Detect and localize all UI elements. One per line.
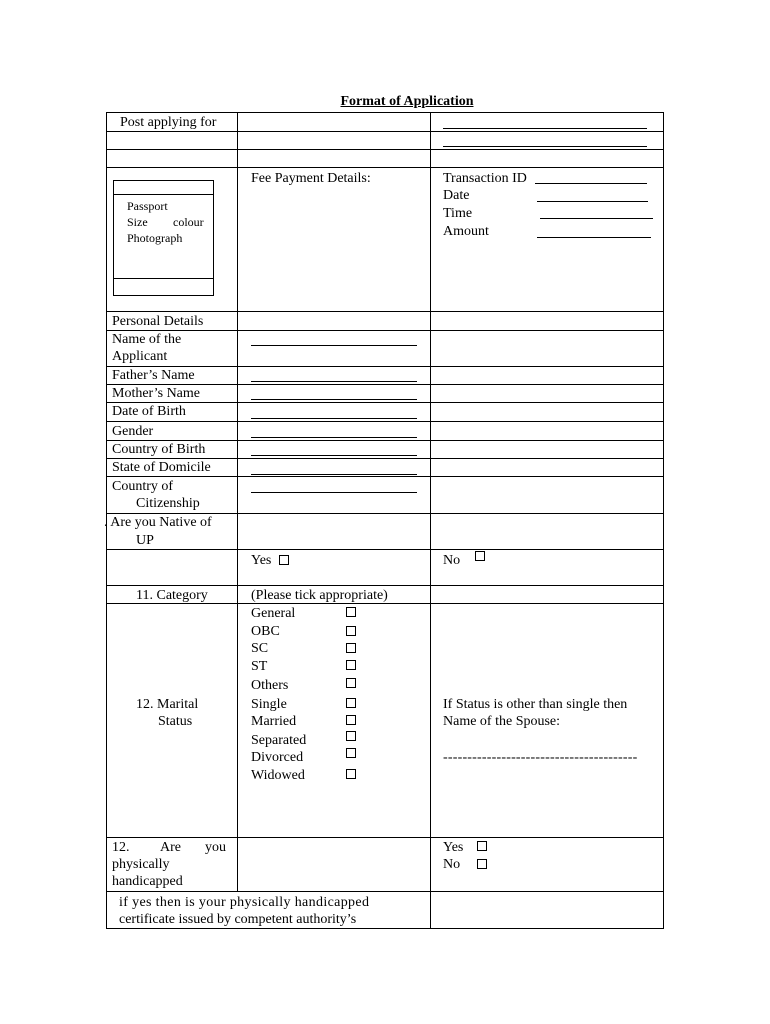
category-option-general: General — [251, 606, 296, 621]
certificate-question: if yes then is your physically handicapped — [119, 895, 370, 910]
category-st-checkbox[interactable] — [346, 660, 356, 670]
father-name-label: Father’s Name — [112, 368, 195, 383]
category-label: 11. Category — [136, 588, 208, 603]
spouse-name-label: Name of the Spouse: — [443, 714, 561, 729]
mother-name-label: Mother’s Name — [112, 386, 200, 401]
time-label: Time — [443, 206, 473, 221]
native-up-label: . Are you Native of — [104, 515, 212, 530]
category-others-checkbox[interactable] — [346, 678, 356, 688]
post-line-2[interactable] — [443, 146, 647, 147]
amount-label: Amount — [443, 224, 489, 239]
marital-divorced-checkbox[interactable] — [346, 748, 356, 758]
transaction-id-line[interactable] — [535, 183, 647, 184]
marital-status-label: 12. Marital — [136, 697, 199, 712]
fee-payment-label: Fee Payment Details: — [251, 171, 371, 186]
category-general-checkbox[interactable] — [346, 607, 356, 617]
citizenship-label: Country of — [112, 479, 174, 494]
dob-label: Date of Birth — [112, 404, 186, 419]
state-domicile-line[interactable] — [251, 474, 417, 475]
personal-details-heading: Personal Details — [112, 314, 204, 329]
photo-label-passport: Passport — [127, 199, 168, 213]
category-option-sc: SC — [251, 641, 269, 656]
state-domicile-label: State of Domicile — [112, 460, 211, 475]
marital-single-checkbox[interactable] — [346, 698, 356, 708]
marital-status-label-2: Status — [158, 714, 193, 729]
photo-label-colour: colour — [173, 215, 204, 229]
applicant-name-label-2: Applicant — [112, 349, 168, 364]
country-birth-label: Country of Birth — [112, 442, 206, 457]
spouse-name-dashes[interactable]: ---------------------------------------- — [443, 750, 638, 765]
category-option-st: ST — [251, 659, 268, 674]
native-no-checkbox[interactable] — [475, 551, 485, 561]
category-obc-checkbox[interactable] — [346, 626, 356, 636]
citizenship-line[interactable] — [251, 492, 417, 493]
native-no-label: No — [443, 553, 461, 568]
category-option-others: Others — [251, 678, 289, 693]
gender-line[interactable] — [251, 437, 417, 438]
applicant-name-label: Name of the — [112, 332, 182, 347]
date-line[interactable] — [537, 201, 648, 202]
post-applying-label: Post applying for — [120, 115, 217, 130]
handicap-label: 12. — [112, 840, 130, 855]
category-instruction: (Please tick appropriate) — [251, 588, 388, 603]
dob-line[interactable] — [251, 418, 417, 419]
certificate-question-2: certificate issued by competent authority’s — [119, 912, 357, 927]
marital-option-married: Married — [251, 714, 297, 729]
marital-separated-checkbox[interactable] — [346, 731, 356, 741]
handicap-label-you: you — [205, 840, 226, 855]
marital-option-separated: Separated — [251, 733, 307, 748]
handicap-no-label: No — [443, 857, 461, 872]
handicap-yes-checkbox[interactable] — [477, 841, 487, 851]
marital-option-single: Single — [251, 697, 287, 712]
transaction-id-label: Transaction ID — [443, 171, 527, 186]
handicap-label-3: handicapped — [112, 874, 183, 889]
applicant-name-line[interactable] — [251, 345, 417, 346]
date-label: Date — [443, 188, 470, 203]
spouse-instruction: If Status is other than single then — [443, 697, 628, 712]
category-sc-checkbox[interactable] — [346, 643, 356, 653]
photo-label-size: Size — [127, 215, 148, 229]
marital-option-widowed: Widowed — [251, 768, 305, 783]
page-title: Format of Application — [340, 94, 474, 109]
native-up-label-2: UP — [136, 533, 154, 548]
gender-label: Gender — [112, 424, 154, 439]
citizenship-label-2: Citizenship — [136, 496, 200, 511]
country-birth-line[interactable] — [251, 455, 417, 456]
native-yes-checkbox[interactable] — [279, 555, 289, 565]
handicap-label-are: Are — [160, 840, 181, 855]
marital-option-divorced: Divorced — [251, 750, 304, 765]
category-option-obc: OBC — [251, 624, 280, 639]
mother-name-line[interactable] — [251, 399, 417, 400]
father-name-line[interactable] — [251, 381, 417, 382]
time-line[interactable] — [540, 218, 653, 219]
marital-widowed-checkbox[interactable] — [346, 769, 356, 779]
handicap-label-2: physically — [112, 857, 170, 872]
marital-married-checkbox[interactable] — [346, 715, 356, 725]
post-line-1[interactable] — [443, 128, 647, 129]
photo-label-photograph: Photograph — [127, 231, 183, 245]
amount-line[interactable] — [537, 237, 651, 238]
handicap-yes-label: Yes — [443, 840, 464, 855]
handicap-no-checkbox[interactable] — [477, 859, 487, 869]
native-yes-label: Yes — [251, 553, 272, 568]
